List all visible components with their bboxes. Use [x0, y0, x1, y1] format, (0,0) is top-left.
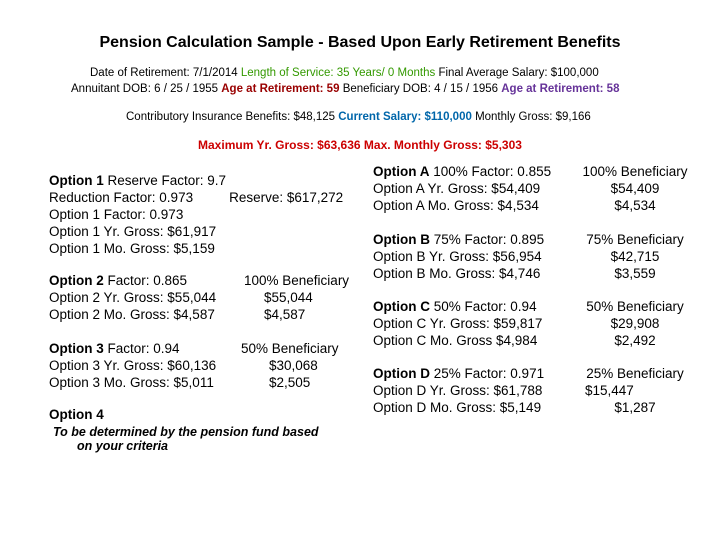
option-a-beneficiary-yearly: $54,409 — [610, 181, 660, 196]
beneficiary-age-at-retirement: Age at Retirement: 58 — [501, 83, 620, 95]
option-c-yearly-gross: Option C Yr. Gross: $59,817 — [373, 316, 543, 331]
option-b-factor: 75% Factor: 0.895 — [433, 232, 545, 247]
option-4-block — [49, 406, 104, 423]
annuitant-age-at-retirement: Age at Retirement: 59 — [221, 83, 340, 95]
option-2-beneficiary-label: 100% Beneficiary — [244, 273, 350, 288]
option-c-monthly-gross: Option C Mo. Gross $4,984 — [373, 333, 538, 348]
option-3-yearly-gross: Option 3 Yr. Gross: $60,136 — [49, 358, 217, 373]
option-4-note — [53, 425, 319, 453]
option-1-reduction-factor: Reduction Factor: 0.973 — [49, 190, 194, 205]
option-d-beneficiary — [575, 365, 695, 416]
option-b-heading: Option B — [373, 232, 430, 247]
option-c-beneficiary-label: 50% Beneficiary — [586, 299, 684, 314]
option-d-beneficiary-label: 25% Beneficiary — [586, 366, 684, 381]
option-3-block — [49, 340, 354, 391]
option-2-monthly-gross: Option 2 Mo. Gross: $4,587 — [49, 307, 215, 322]
option-c-block — [373, 298, 542, 349]
option-3-monthly-gross: Option 3 Mo. Gross: $5,011 — [49, 375, 214, 390]
option-c-factor: 50% Factor: 0.94 — [433, 299, 537, 314]
option-1-reserve-factor: Reserve Factor: 9.7 — [107, 173, 227, 188]
option-2-factor: Factor: 0.865 — [107, 273, 188, 288]
final-average-salary-value: $100,000 — [550, 67, 599, 79]
length-of-service: Length of Service: 35 Years/ 0 Months — [240, 67, 436, 79]
option-2-beneficiary-monthly: $4,587 — [264, 307, 306, 322]
option-1-yearly-gross: Option 1 Yr. Gross: $61,917 — [49, 224, 217, 239]
option-d-heading: Option D — [373, 366, 430, 381]
option-a-block — [373, 163, 551, 214]
option-4-note-line-2: on your criteria — [77, 439, 168, 453]
annuitant-dob: Annuitant DOB: 6 / 25 / 1955 — [71, 83, 219, 95]
option-d-beneficiary-monthly: $1,287 — [614, 400, 656, 415]
option-4-heading: Option 4 — [49, 407, 104, 422]
option-1-block — [49, 172, 343, 257]
option-1-monthly-gross: Option 1 Mo. Gross: $5,159 — [49, 241, 215, 256]
info-line-1 — [90, 67, 599, 79]
max-monthly-gross: Max. Monthly Gross: $5,303 — [363, 138, 522, 152]
option-a-monthly-gross: Option A Mo. Gross: $4,534 — [373, 198, 539, 213]
max-yearly-gross: Maximum Yr. Gross: $63,636 — [198, 138, 361, 152]
beneficiary-dob: Beneficiary DOB: 4 / 15 / 1956 — [342, 83, 499, 95]
option-2-beneficiary-yearly: $55,044 — [264, 290, 313, 305]
option-1-reserve: Reserve: $617,272 — [229, 190, 344, 205]
option-d-monthly-gross: Option D Mo. Gross: $5,149 — [373, 400, 542, 415]
option-d-beneficiary-yearly: $15,447 — [585, 383, 634, 398]
option-b-beneficiary-label: 75% Beneficiary — [586, 232, 684, 247]
option-b-beneficiary-monthly: $3,559 — [614, 266, 656, 281]
option-3-beneficiary-monthly: $2,505 — [269, 375, 311, 390]
option-a-beneficiary-label: 100% Beneficiary — [582, 164, 688, 179]
option-a-beneficiary-monthly: $4,534 — [614, 198, 656, 213]
option-d-factor: 25% Factor: 0.971 — [433, 366, 545, 381]
max-gross-line — [0, 138, 720, 152]
option-c-beneficiary — [575, 298, 695, 349]
option-b-monthly-gross: Option B Mo. Gross: $4,746 — [373, 266, 541, 281]
option-4-note-line-1: To be determined by the pension fund based — [53, 425, 319, 439]
final-average-salary-label: Final Average Salary: — [438, 67, 548, 79]
option-3-heading: Option 3 — [49, 341, 104, 356]
option-a-heading: Option A — [373, 164, 430, 179]
option-b-beneficiary — [575, 231, 695, 282]
option-1-heading: Option 1 — [49, 173, 104, 188]
option-1-factor: Option 1 Factor: 0.973 — [49, 207, 184, 222]
option-2-block — [49, 272, 354, 323]
option-a-yearly-gross: Option A Yr. Gross: $54,409 — [373, 181, 541, 196]
contributory-insurance-benefits: Contributory Insurance Benefits: $48,125 — [126, 111, 336, 123]
option-3-beneficiary-label: 50% Beneficiary — [241, 341, 339, 356]
info-line-3 — [126, 111, 591, 123]
option-a-beneficiary — [575, 163, 695, 214]
option-2-heading: Option 2 — [49, 273, 104, 288]
option-b-block — [373, 231, 544, 282]
option-3-beneficiary-yearly: $30,068 — [269, 358, 318, 373]
option-b-beneficiary-yearly: $42,715 — [610, 249, 660, 264]
current-salary: Current Salary: $110,000 — [338, 111, 472, 123]
page-title: Pension Calculation Sample - Based Upon Early Retirement Benefits — [99, 34, 621, 51]
option-a-factor: 100% Factor: 0.855 — [433, 164, 552, 179]
date-of-retirement: Date of Retirement: 7/1/2014 — [90, 67, 238, 79]
option-d-block — [373, 365, 544, 416]
monthly-gross: Monthly Gross: $9,166 — [475, 111, 591, 123]
option-c-beneficiary-yearly: $29,908 — [610, 316, 660, 331]
option-c-beneficiary-monthly: $2,492 — [614, 333, 656, 348]
option-d-yearly-gross: Option D Yr. Gross: $61,788 — [373, 383, 543, 398]
option-3-factor: Factor: 0.94 — [107, 341, 180, 356]
option-b-yearly-gross: Option B Yr. Gross: $56,954 — [373, 249, 542, 264]
option-c-heading: Option C — [373, 299, 430, 314]
option-2-yearly-gross: Option 2 Yr. Gross: $55,044 — [49, 290, 217, 305]
info-line-2 — [71, 83, 619, 95]
